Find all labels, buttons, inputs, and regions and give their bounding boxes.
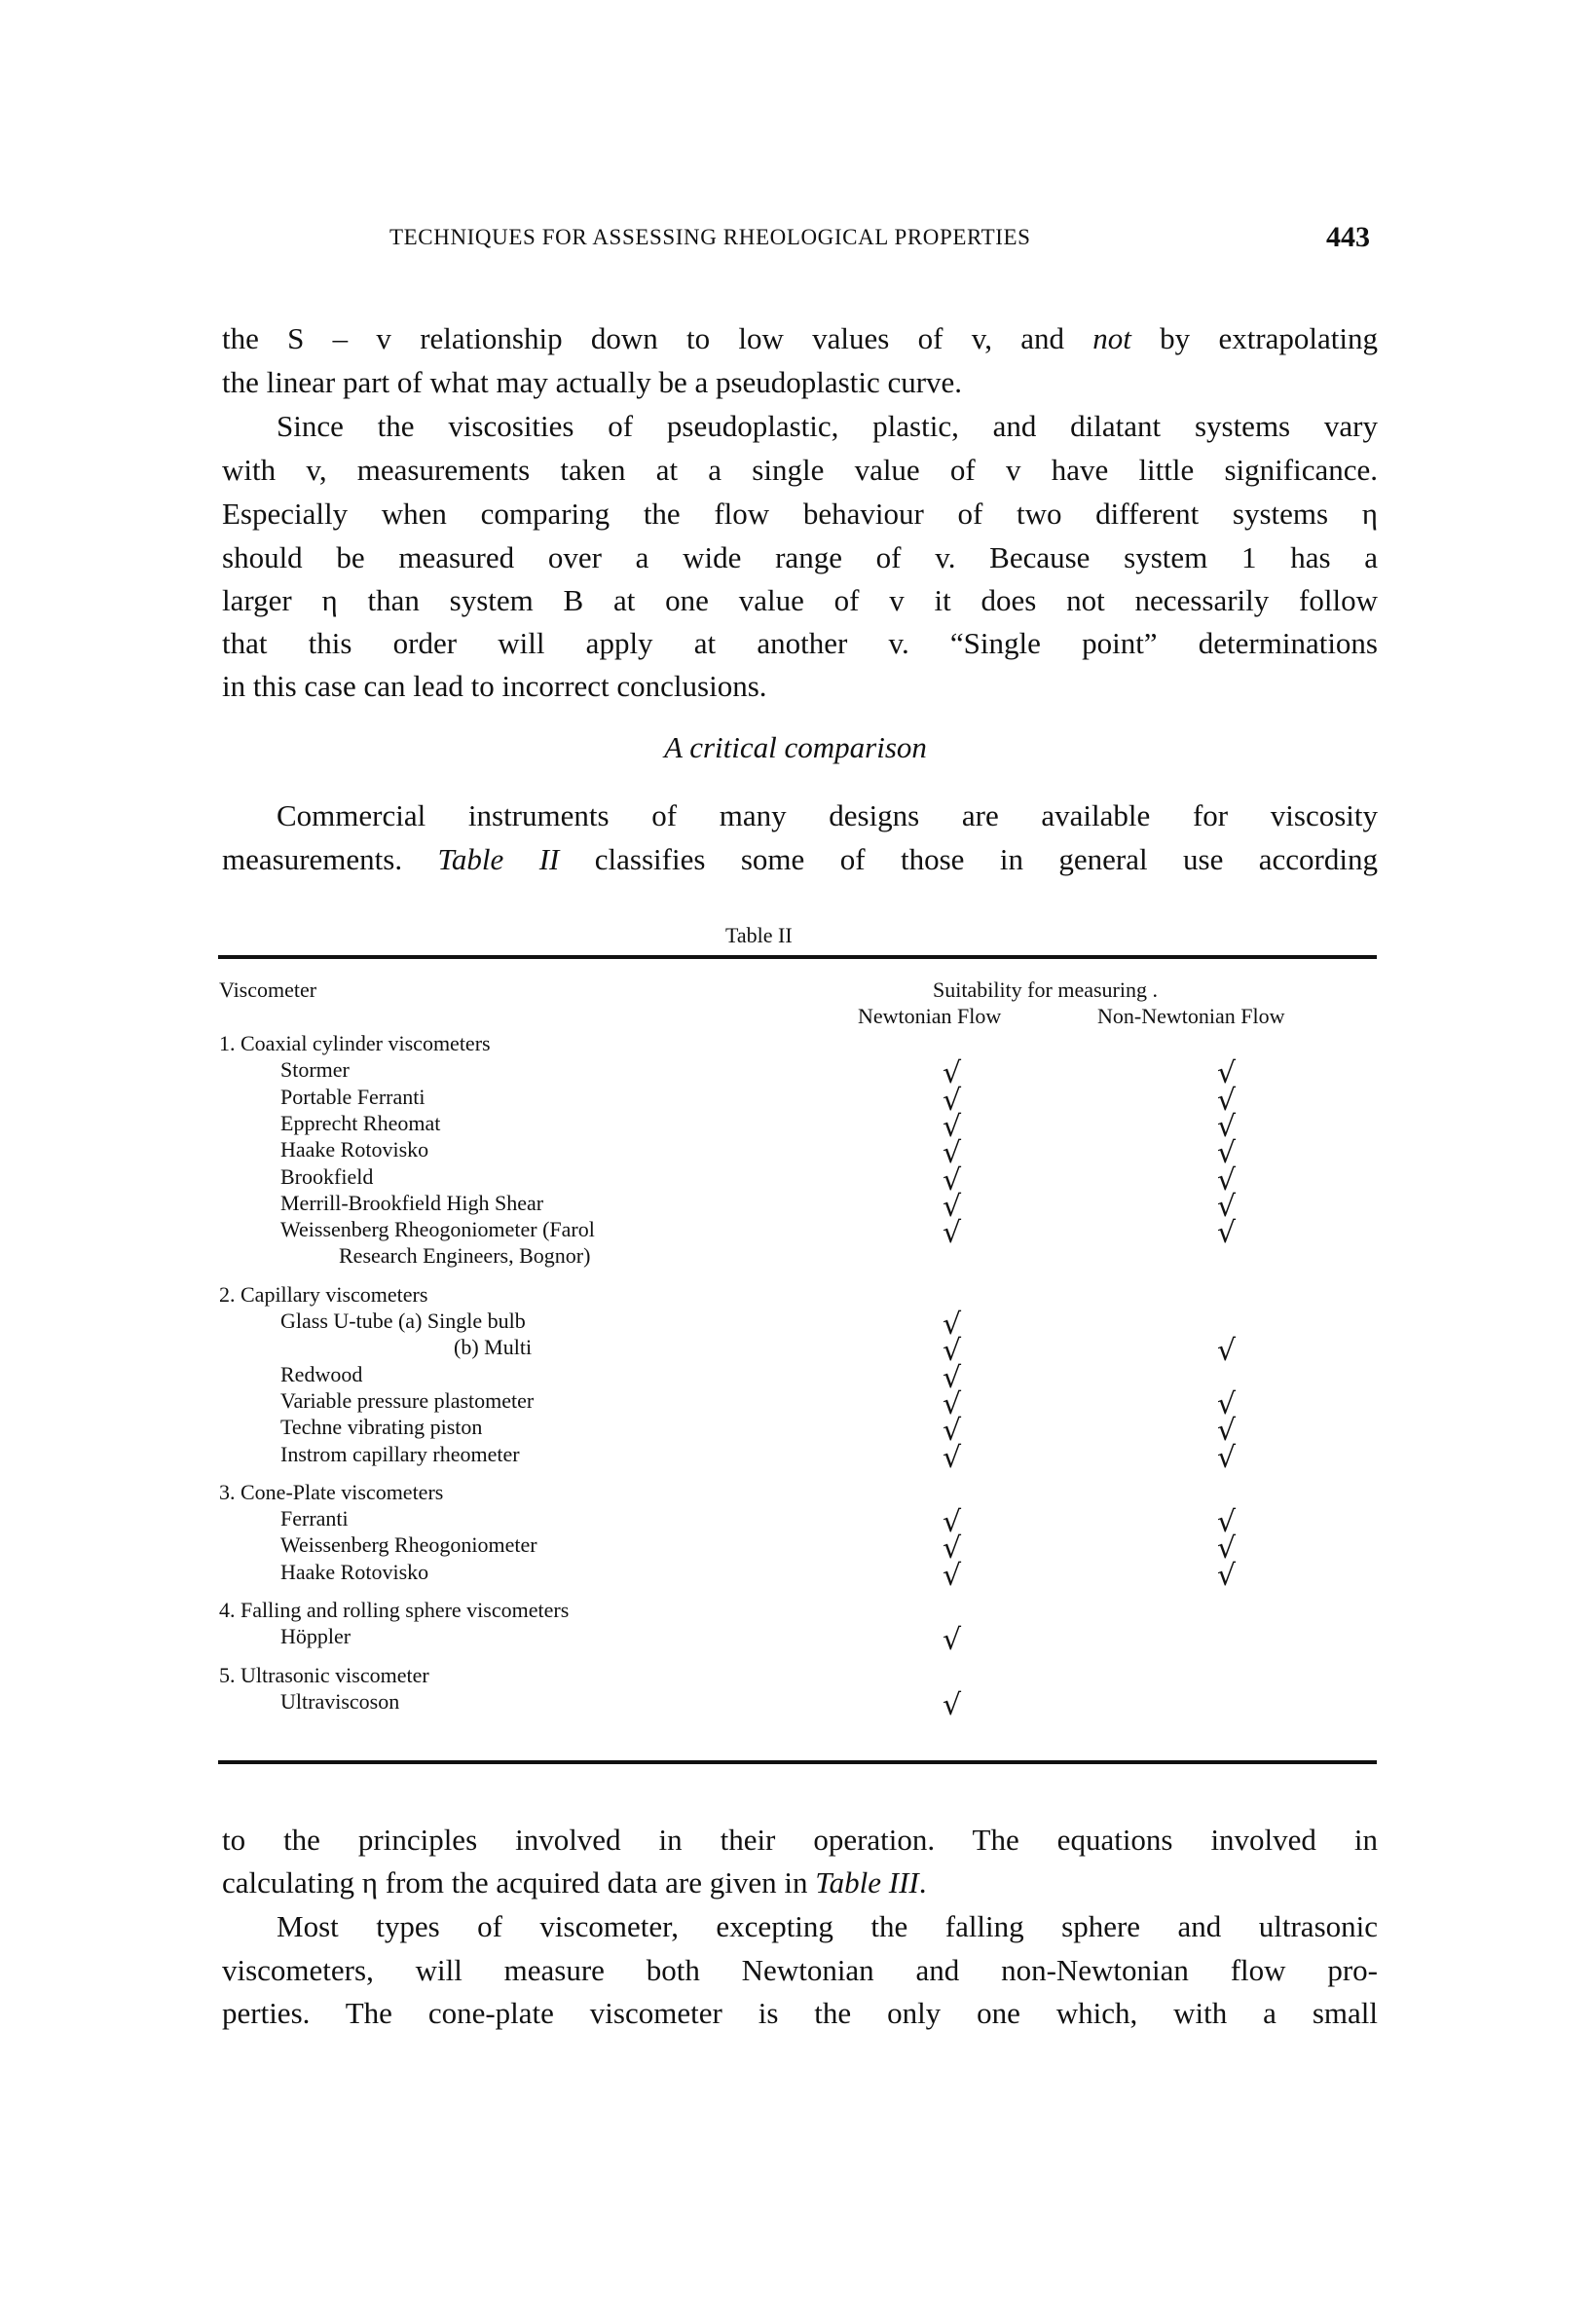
table-row-label: (b) Multi xyxy=(454,1335,533,1360)
checkmark-icon: √ xyxy=(943,1189,962,1224)
emphasis-not: not xyxy=(1092,321,1131,355)
table-row-label: Merrill-Brookfield High Shear xyxy=(280,1190,544,1215)
body-text-line: Especially when comparing the flow behaviour of two different systems η xyxy=(222,497,1378,531)
body-text-line: with v, measurements taken at a single value of v have little significance. xyxy=(222,453,1378,487)
text-run: . xyxy=(918,1865,927,1900)
body-text-line xyxy=(222,317,1378,360)
checkmark-icon: √ xyxy=(1217,1334,1237,1369)
table-group-label: 3. Cone-Plate viscometers xyxy=(219,1479,444,1504)
checkmark-icon: √ xyxy=(1217,1386,1237,1421)
column-group-header: Suitability for measuring . xyxy=(933,978,1158,1002)
table-row-label: Glass U-tube (a) Single bulb xyxy=(280,1309,526,1333)
table-row-label: Weissenberg Rheogoniometer xyxy=(280,1532,537,1558)
table-group-label: 1. Coaxial cylinder viscometers xyxy=(219,1031,491,1055)
table-row-label: Instrom capillary rheometer xyxy=(280,1441,520,1466)
table-row-label: Ultraviscoson xyxy=(280,1688,400,1714)
checkmark-icon: √ xyxy=(943,1334,962,1369)
page-number: 443 xyxy=(1326,221,1370,253)
table-row-label: Research Engineers, Bognor) xyxy=(339,1243,591,1269)
table-row-label: Stormer xyxy=(280,1057,350,1083)
checkmark-icon: √ xyxy=(943,1109,962,1144)
table-row-label: Höppler xyxy=(280,1624,352,1649)
checkmark-icon: √ xyxy=(943,1056,962,1091)
checkmark-icon: √ xyxy=(943,1386,962,1421)
section-heading: A critical comparison xyxy=(664,730,927,764)
checkmark-icon: √ xyxy=(943,1505,962,1540)
checkmark-icon: √ xyxy=(943,1623,962,1658)
checkmark-icon: √ xyxy=(1217,1189,1237,1224)
table-row-label: Variable pressure plastometer xyxy=(280,1387,535,1413)
body-text-line: in this case can lead to incorrect conclusions. xyxy=(222,669,767,703)
checkmark-icon: √ xyxy=(1217,1558,1237,1593)
body-text-line: should be measured over a wide range of v. Because system 1 has a xyxy=(222,540,1378,574)
checkmark-icon: √ xyxy=(1217,1440,1237,1475)
checkmark-icon: √ xyxy=(943,1083,962,1118)
table-row-label: Epprecht Rheomat xyxy=(280,1110,441,1135)
text-run: measurements. xyxy=(222,842,438,876)
checkmark-icon: √ xyxy=(1217,1162,1237,1198)
body-text-line: viscometers, will measure both Newtonian and non-Newtonian flow pro- xyxy=(222,1953,1378,1987)
checkmark-icon: √ xyxy=(1217,1414,1237,1449)
body-text-line: Most types of viscometer, excepting the falling sphere and ultrasonic xyxy=(277,1909,1378,1943)
checkmark-icon: √ xyxy=(943,1687,962,1722)
table-reference: Table III xyxy=(815,1865,919,1900)
checkmark-icon: √ xyxy=(943,1558,962,1593)
running-head-title: TECHNIQUES FOR ASSESSING RHEOLOGICAL PROPERTIES xyxy=(389,225,1031,249)
table-bottom-rule xyxy=(218,1760,1377,1764)
text-run: classifies some of those in general use according xyxy=(559,842,1378,876)
column-header-viscometer: Viscometer xyxy=(219,978,317,1002)
checkmark-icon: √ xyxy=(943,1136,962,1171)
table-group-label: 4. Falling and rolling sphere viscometers xyxy=(219,1598,570,1622)
table-row-label: Techne vibrating piston xyxy=(280,1415,483,1440)
text-run: calculating η from the acquired data are given in xyxy=(222,1865,816,1900)
checkmark-icon: √ xyxy=(1217,1136,1237,1171)
table-group-label: 2. Capillary viscometers xyxy=(219,1281,428,1307)
checkmark-icon: √ xyxy=(943,1531,962,1567)
table-row-label: Ferranti xyxy=(280,1506,349,1531)
body-text-line xyxy=(222,1862,1378,1904)
checkmark-icon: √ xyxy=(943,1308,962,1342)
body-text-line: to the principles involved in their operation. The equations involved in xyxy=(222,1823,1378,1857)
checkmark-icon: √ xyxy=(943,1440,962,1475)
table-row-label: Brookfield xyxy=(280,1163,374,1189)
body-text-line: perties. The cone-plate viscometer is the only one which, with a small xyxy=(222,1996,1378,2030)
checkmark-icon: √ xyxy=(1217,1056,1237,1091)
column-header-non-newtonian: Non-Newtonian Flow xyxy=(1097,1004,1285,1028)
body-text-line: Commercial instruments of many designs are available for viscosity xyxy=(277,798,1378,832)
checkmark-icon: √ xyxy=(943,1216,962,1251)
checkmark-icon: √ xyxy=(943,1162,962,1198)
checkmark-icon: √ xyxy=(943,1360,962,1395)
table-reference: Table II xyxy=(437,842,560,876)
table-row-label: Haake Rotovisko xyxy=(280,1559,429,1584)
text-run: the S – v relationship down to low values of v, and xyxy=(222,321,1093,355)
body-text-line: Since the viscosities of pseudoplastic, plastic, and dilatant systems vary xyxy=(277,409,1378,443)
checkmark-icon: √ xyxy=(1217,1531,1237,1567)
table-row-label: Weissenberg Rheogoniometer (Farol xyxy=(280,1217,595,1242)
checkmark-icon: √ xyxy=(1217,1083,1237,1118)
checkmark-icon: √ xyxy=(1217,1216,1237,1251)
column-header-newtonian: Newtonian Flow xyxy=(858,1004,1002,1028)
table-top-rule xyxy=(218,955,1377,959)
table-caption: Table II xyxy=(725,923,793,947)
body-text-line: larger η than system B at one value of v it does not necessarily follow xyxy=(222,583,1378,617)
body-text-line: the linear part of what may actually be a pseudoplastic curve. xyxy=(222,365,963,399)
checkmark-icon: √ xyxy=(943,1414,962,1449)
table-row-label: Haake Rotovisko xyxy=(280,1137,429,1162)
table-row-label: Portable Ferranti xyxy=(280,1084,426,1109)
body-text-line xyxy=(222,838,1378,881)
table-row-label: Redwood xyxy=(280,1361,363,1386)
table-group-label: 5. Ultrasonic viscometer xyxy=(219,1662,429,1687)
text-run: by extrapolating xyxy=(1130,321,1378,355)
checkmark-icon: √ xyxy=(1217,1109,1237,1144)
body-text-line: that this order will apply at another v. “Single point” determinations xyxy=(222,626,1378,660)
checkmark-icon: √ xyxy=(1217,1505,1237,1540)
